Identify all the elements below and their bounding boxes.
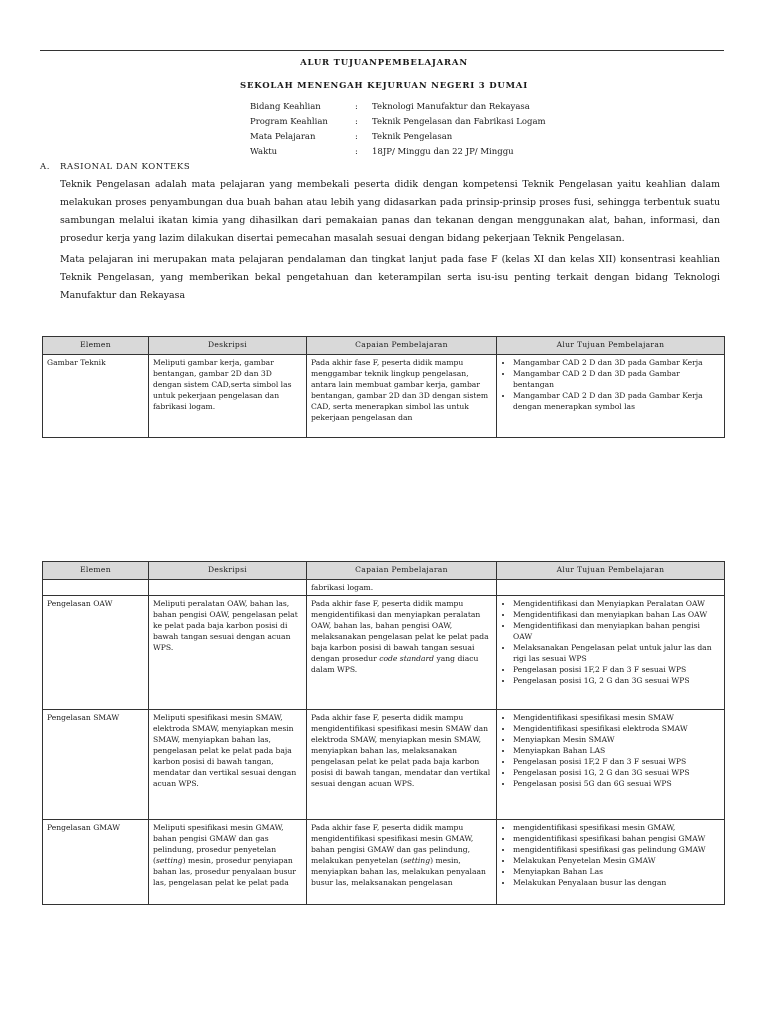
list-item: • Menyiapkan Bahan Las [513, 866, 720, 877]
header-capaian: Capaian Pembelajaran [307, 337, 497, 355]
list-item: • Menyiapkan Bahan LAS [513, 745, 720, 756]
capaian-text: Pada akhir fase F, peserta didik mampu mengidentifikasi dan menyiapkan peralatan OAW, bahan las, bahan pengisi OAW, melaksanakan pengelasan pelat ke pelat pada baja karbon posisi di bawah tangan sesuai dengan prosedur [311, 599, 489, 663]
section-heading [40, 162, 190, 172]
list-item: • Pengelasan posisi 1G, 2 G dan 3G sesuai WPS [513, 767, 720, 778]
table-row [43, 355, 725, 438]
paragraph-rasional: Teknik Pengelasan adalah mata pelajaran yang membekali peserta didik dengan kompetensi Teknik Pengelasan yaitu keahlian dalam melakukan proses penyambungan dua buah bahan atau lebih yang didasarkan pada prinsip-prinsip proses fusi, sehingga terbentuk suatu sambungan melalui ikatan kimia yang dihasilkan dari pemakaian panas dan tekanan dengan menggunakan alat, bahan, informasi, dan prosedur kerja yang lazim dilakukan disertai pemecahan masalah sesuai dengan bidang pekerjaan Teknik Pengelasan. [60, 179, 720, 244]
cell-alur [497, 596, 725, 710]
list-item: • Mangambar CAD 2 D dan 3D pada Gambar Kerja dengan menerapkan symbol las [513, 390, 720, 412]
list-item: • Mangambar CAD 2 D dan 3D pada Gambar bentangan [513, 368, 720, 390]
table-header-row [43, 562, 725, 580]
list-item: • Mengidentifikasi dan Menyiapkan Peralatan OAW [513, 598, 720, 609]
meta-key: Mata Pelajaran [250, 131, 316, 142]
list-item: • Mengidentifikasi spesifikasi elektroda SMAW [513, 723, 720, 734]
deskripsi-text: ) mesin, prosedur penyiapan bahan las, prosedur penyalaan busur las, pengelasan pelat ke pelat pada [153, 856, 297, 887]
meta-key: Program Keahlian [250, 116, 328, 127]
alur-wrap [501, 822, 720, 902]
meta-sep: : [355, 131, 358, 142]
list-item: • Pengelasan posisi 1F,2 F dan 3 F sesuai WPS [513, 756, 720, 767]
meta-value: Teknologi Manufaktur dan Rekayasa [372, 101, 530, 112]
meta-key: Bidang Keahlian [250, 101, 321, 112]
capaian-emphasis: code standard [379, 654, 435, 663]
table-row-continuation [43, 580, 725, 596]
meta-value: Teknik Pengelasan dan Fabrikasi Logam [372, 116, 546, 127]
cell-alur [497, 710, 725, 820]
capaian-emphasis: setting [403, 856, 431, 865]
list-item: • Pengelasan posisi 1G, 2 G dan 3G sesuai WPS [513, 675, 720, 686]
cell-capaian [307, 596, 497, 710]
cell-elemen: Pengelasan GMAW [43, 820, 149, 905]
header-deskripsi: Deskripsi [149, 562, 307, 580]
meta-value: Teknik Pengelasan [372, 131, 453, 142]
cell-deskripsi: Meliputi peralatan OAW, bahan las, bahan pengisi OAW, pengelasan pelat ke pelat pada baja karbon posisi di bawah tangan sesuai dengan acuan WPS. [149, 596, 307, 710]
meta-row-waktu [250, 144, 672, 159]
alur-list [501, 357, 720, 412]
header-deskripsi: Deskripsi [149, 337, 307, 355]
cell-capaian-text: Pada akhir fase F, peserta didik mampu menggambar teknik lingkup pengelasan, antara lain membuat gambar kerja, gambar bentangan, gambar 2D dan 3D dengan sistem CAD, serta menerapkan simbol las untuk pekerjaan pengelasan dan [311, 358, 489, 422]
list-item: • Pengelasan posisi 5G dan 6G sesuai WPS [513, 778, 720, 789]
header-capaian: Capaian Pembelajaran [307, 562, 497, 580]
list-item: • Menyiapkan Mesin SMAW [513, 734, 720, 745]
table-row [43, 820, 725, 905]
cell-elemen: Pengelasan OAW [43, 596, 149, 710]
section-number: A. [40, 162, 51, 172]
cell-deskripsi: Meliputi gambar kerja, gambar bentangan, gambar 2D dan 3D dengan sistem CAD,serta simbol las untuk pekerjaan pengelasan dan fabrikasi logam. [149, 355, 307, 438]
header-elemen: Elemen [43, 337, 149, 355]
header-elemen: Elemen [43, 562, 149, 580]
list-item: • Melakukan Penyalaan busur las dengan [513, 877, 720, 888]
header-alur: Alur Tujuan Pembelajaran [497, 337, 725, 355]
cell-empty [149, 580, 307, 596]
cell-deskripsi [149, 820, 307, 905]
cell-capaian [307, 355, 497, 438]
meta-sep: : [355, 116, 358, 127]
deskripsi-emphasis: setting [155, 856, 183, 865]
meta-value: 18JP/ Minggu dan 22 JP/ Minggu [372, 146, 514, 157]
list-item: • Mengidentifikasi dan menyiapkan bahan pengisi OAW [513, 620, 720, 642]
cell-capaian [307, 820, 497, 905]
meta-sep: : [355, 101, 358, 112]
meta-info [250, 99, 672, 159]
list-item: • Pengelasan posisi 1F,2 F dan 3 F sesuai WPS [513, 664, 720, 675]
alur-list [501, 598, 720, 686]
table-row [43, 710, 725, 820]
cell-elemen: Gambar Teknik [43, 355, 149, 438]
alur-list [501, 712, 720, 789]
list-item: • Melaksanakan Pengelasan pelat untuk jalur las dan rigi las sesuai WPS [513, 642, 720, 664]
cell-elemen: Pengelasan SMAW [43, 710, 149, 820]
paragraph-konteks: Mata pelajaran ini merupakan mata pelajaran pendalaman dan tingkat lanjut pada fase F (kelas XI dan kelas XII) konsentrasi keahlian Teknik Pengelasan, yang memberikan bekal pengetahuan dan keterampilan serta isu-isu penting terkait dengan bidang Teknologi Manufaktur dan Rekayasa [60, 254, 720, 301]
meta-sep: : [355, 146, 358, 157]
deskripsi-wrap [153, 822, 302, 902]
list-item: • mengidentifikasi spesifikasi mesin GMAW, [513, 822, 720, 833]
cell-capaian: fabrikasi logam. [307, 580, 497, 596]
school-name: SEKOLAH MENENGAH KEJURUAN NEGERI 3 DUMAI [240, 81, 528, 91]
header-alur: Alur Tujuan Pembelajaran [497, 562, 725, 580]
list-item: • mengidentifikasi spesifikasi bahan pengisi GMAW [513, 833, 720, 844]
cell-deskripsi: Meliputi spesifikasi mesin SMAW, elektroda SMAW, menyiapkan mesin SMAW, menyiapkan bahan las, pengelasan pelat ke pelat pada baja karbon posisi di bawah tangan, mendatar dan vertikal sesuai dengan acuan WPS. [149, 710, 307, 820]
table-row [43, 596, 725, 710]
atp-table-1 [42, 336, 725, 438]
list-item: • mengidentifikasi spesifikasi gas pelindung GMAW [513, 844, 720, 855]
table-header-row [43, 337, 725, 355]
list-item: • Mengidentifikasi spesifikasi mesin SMAW [513, 712, 720, 723]
capaian-text: Pada akhir fase F, peserta didik mampu mengidentifikasi spesifikasi mesin GMAW, bahan pengisi GMAW dan gas pelindung, melakukan penyetelan ( [311, 823, 474, 865]
cell-empty [497, 580, 725, 596]
meta-row-bidang [250, 99, 672, 114]
capaian-text: ) mesin, menyiapkan bahan las, melakukan penyalaan busur las, melaksanakan pengelasan [311, 856, 486, 887]
cell-capaian: Pada akhir fase F, peserta didik mampu mengidentifikasi spesifikasi mesin SMAW dan elektroda SMAW, menyiapkan mesin SMAW, menyiapkan bahan las, melaksanakan pengelasan pelat ke pelat pada baja karbon posisi di bawah tangan, mendatar dan vertikal sesuai dengan acuan WPS. [307, 710, 497, 820]
meta-row-mapel [250, 129, 672, 144]
cell-alur [497, 355, 725, 438]
meta-row-program [250, 114, 672, 129]
section-title: RASIONAL DAN KONTEKS [60, 162, 191, 172]
alur-list [501, 822, 720, 888]
capaian-text: yang diacu dalam WPS. [311, 654, 479, 674]
document-title: ALUR TUJUANPEMBELAJARAN [300, 58, 468, 68]
deskripsi-text: Meliputi spesifikasi mesin GMAW, bahan pengisi GMAW dan gas pelindung, prosedur penyetelan ( [153, 823, 284, 865]
top-rule [40, 50, 724, 51]
list-item: • Mangambar CAD 2 D dan 3D pada Gambar Kerja [513, 357, 720, 368]
list-item: • Mengidentifikasi dan menyiapkan bahan Las OAW [513, 609, 720, 620]
cell-alur [497, 820, 725, 905]
list-item: • Melakukan Penyetelan Mesin GMAW [513, 855, 720, 866]
cell-empty [43, 580, 149, 596]
meta-key: Waktu [250, 146, 278, 157]
atp-table-2 [42, 561, 725, 905]
capaian-wrap [311, 822, 492, 902]
